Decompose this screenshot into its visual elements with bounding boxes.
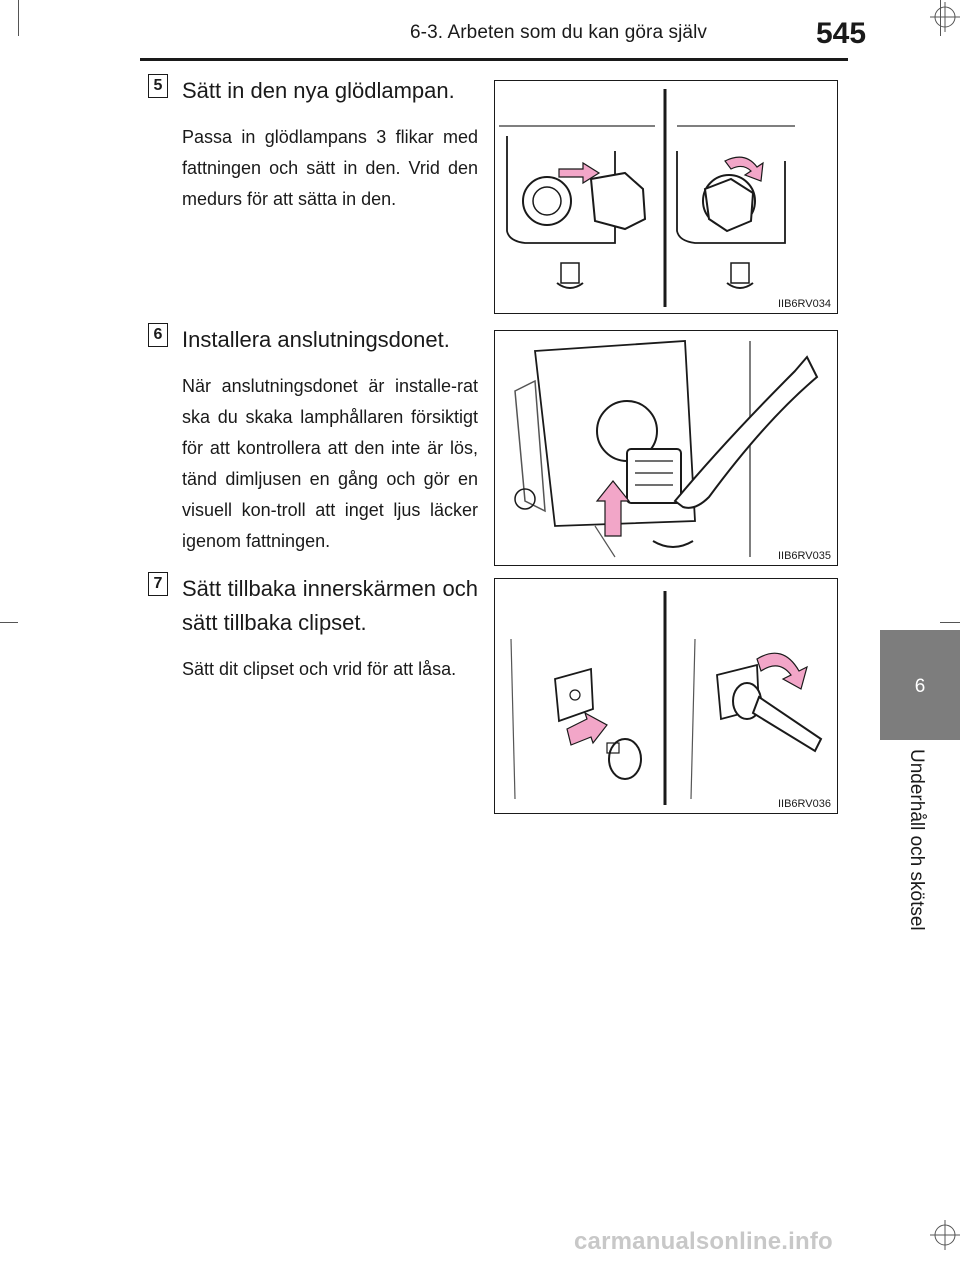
- chapter-number: 6: [914, 676, 926, 697]
- step-description: Passa in glödlampans 3 flikar med fattningen och sätt in den. Vrid den medurs för att sätta in den.: [182, 127, 478, 209]
- connector-installation-illustration: [495, 331, 837, 565]
- registration-target-icon: [930, 1220, 960, 1250]
- chapter-tab: [880, 630, 960, 740]
- bulb-installation-illustration: [495, 81, 837, 313]
- registration-target-icon: [930, 2, 960, 32]
- section-title: 6-3. Arbeten som du kan göra själv: [410, 22, 708, 43]
- figure-reinstall-clip: [494, 578, 838, 814]
- step-6: [148, 323, 478, 557]
- figure-install-connector: [494, 330, 838, 566]
- figure-code: IIB6RV034: [777, 298, 831, 310]
- crop-mark-left-mid: [0, 622, 18, 623]
- clip-installation-illustration: [495, 579, 837, 813]
- step-number-badge: 7: [148, 572, 168, 596]
- step-title: Sätt tillbaka innerskärmen och sätt tillbaka clipset.: [182, 576, 478, 635]
- step-description: När anslutningsdonet är installe-rat ska du skaka lamphållaren försiktigt för att kontrollera att den inte är lös, tänd dimljusen en gång och gör en visuell kon-troll att inget ljus läcker igenom fattningen.: [182, 376, 478, 551]
- step-title: Sätt in den nya glödlampan.: [182, 78, 455, 103]
- step-number-badge: 5: [148, 74, 168, 98]
- step-5: [148, 74, 478, 215]
- watermark: carmanualsonline.info: [574, 1228, 833, 1255]
- step-7: [148, 572, 478, 685]
- figure-code: IIB6RV036: [777, 798, 831, 810]
- step-number-badge: 6: [148, 323, 168, 347]
- header-rule: [140, 58, 848, 61]
- step-title: Installera anslutningsdonet.: [182, 327, 450, 352]
- figure-code: IIB6RV035: [777, 550, 831, 562]
- crop-mark-right-mid: [940, 622, 960, 623]
- crop-mark-top-left: [18, 0, 19, 36]
- page-number: 545: [816, 17, 867, 50]
- step-description: Sätt dit clipset och vrid för att låsa.: [182, 659, 457, 679]
- chapter-title: Underhåll och skötsel: [906, 749, 927, 931]
- figure-insert-bulb: [494, 80, 838, 314]
